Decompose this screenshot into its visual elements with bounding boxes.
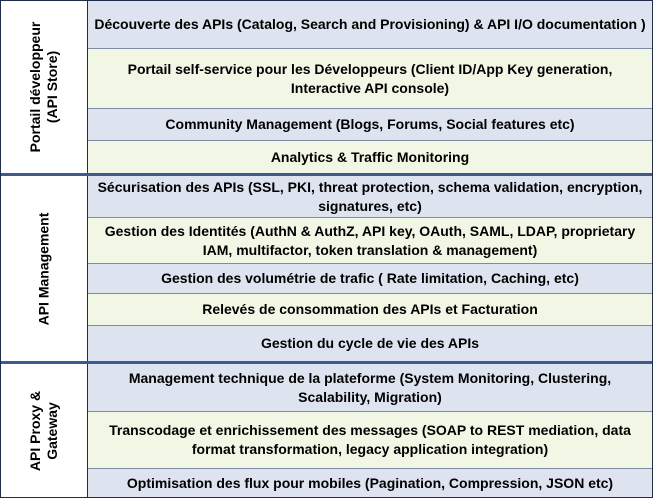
row-analytics: Analytics & Traffic Monitoring — [88, 141, 652, 173]
section-label-box — [1, 364, 88, 497]
section-rows — [88, 364, 652, 497]
row-identity-management: Gestion des Identités (AuthN & AuthZ, API key, OAuth, SAML, LDAP, proprietary IAM, multifactor, token translation & management) — [88, 218, 652, 264]
row-transcoding: Transcodage et enrichissement des messages (SOAP to REST mediation, data format transformation, legacy application integration) — [88, 412, 652, 469]
section-api-gateway — [1, 364, 652, 497]
row-consumption-billing: Relevés de consommation des APIs et Facturation — [88, 294, 652, 326]
row-community-management: Community Management (Blogs, Forums, Social features etc) — [88, 109, 652, 141]
row-mobile-optimization: Optimisation des flux pour mobiles (Pagination, Compression, JSON etc) — [88, 469, 652, 497]
section-rows — [88, 1, 652, 173]
row-self-service-portal: Portail self-service pour les Développeurs (Client ID/App Key generation, Interactive API console) — [88, 49, 652, 109]
row-platform-management: Management technique de la plateforme (System Monitoring, Clustering, Scalability, Migration) — [88, 364, 652, 412]
section-label: API Management — [35, 212, 52, 325]
section-api-management — [1, 176, 652, 364]
section-label-box — [1, 176, 88, 361]
section-label-box — [1, 1, 88, 173]
row-traffic-volume: Gestion des volumétrie de trafic ( Rate limitation, Caching, etc) — [88, 264, 652, 294]
row-lifecycle: Gestion du cycle de vie des APIs — [88, 326, 652, 361]
row-api-discovery: Découverte des APIs (Catalog, Search and Provisioning) & API I/O documentation ) — [88, 1, 652, 49]
section-label: API Proxy & Gateway — [27, 390, 60, 471]
section-rows — [88, 176, 652, 361]
section-developer-portal — [1, 1, 652, 176]
row-api-security: Sécurisation des APIs (SSL, PKI, threat protection, schema validation, encryption, signatures, etc) — [88, 176, 652, 218]
section-label: Portail développeur (API Store) — [27, 21, 60, 153]
